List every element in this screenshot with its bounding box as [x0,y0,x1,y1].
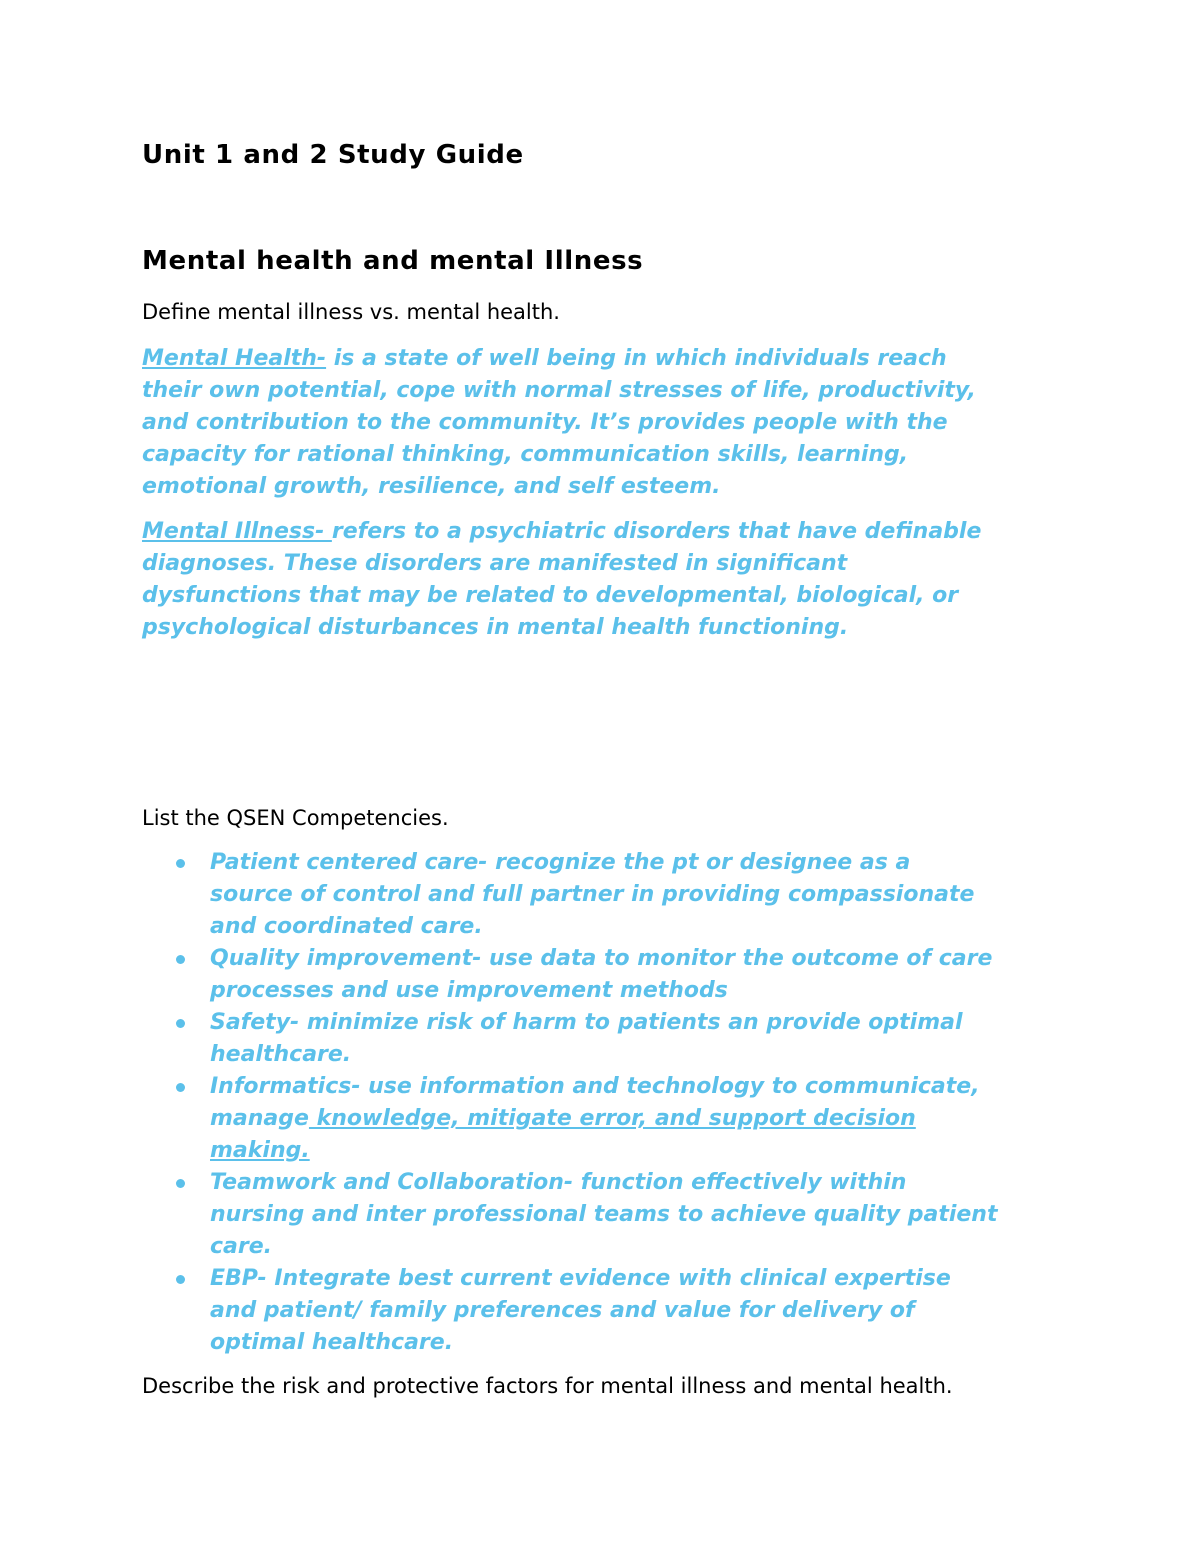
qsen-item-line [210,1135,1056,1167]
bullet-icon [176,859,185,868]
qsen-item-line: optimal healthcare. [210,1330,454,1355]
qsen-item-underlined-text: knowledge, mitigate error, and support decision [308,1106,916,1131]
bullet-icon [176,1083,185,1092]
bullet-icon [176,1179,185,1188]
qsen-item-line: Quality improvement- use data to monitor the outcome of care [210,946,993,971]
qsen-item-informatics [176,1071,1056,1167]
mental-health-line-3: and contribution to the community. It’s provides people with the [142,410,948,435]
qsen-item-teamwork [176,1167,1056,1263]
qsen-item-line: and coordinated care. [210,914,483,939]
mental-health-text: is a state of well being in which individuals reach [326,346,947,371]
mental-illness-text: refers to a psychiatric disorders that have definable [331,519,982,544]
qsen-item-patient-centered-care [176,847,1056,943]
qsen-list [176,847,1056,1359]
qsen-item-line: and patient/ family preferences and value for delivery of [210,1298,915,1323]
mental-health-line-5: emotional growth, resilience, and self esteem. [142,474,721,499]
qsen-item-line: nursing and inter professional teams to achieve quality patient [210,1202,998,1227]
qsen-item-line: Patient centered care- recognize the pt or designee as a [210,850,911,875]
bullet-icon [176,1019,185,1028]
qsen-item-line: Safety- minimize risk of harm to patients an provide optimal [210,1010,963,1035]
mental-illness-line-3: dysfunctions that may be related to developmental, biological, or [142,583,959,608]
qsen-item-line: source of control and full partner in providing compassionate [210,882,975,907]
qsen-item-ebp [176,1263,1056,1359]
mental-illness-answer [142,516,1052,644]
mental-health-answer [142,343,1052,503]
mental-health-line-1 [142,343,1052,375]
mental-illness-line-2: diagnoses. These disorders are manifested in significant [142,551,848,576]
section-heading: Mental health and mental Illness [142,246,644,276]
mental-illness-line-1 [142,516,1052,548]
qsen-item-line: Informatics- use information and technology to communicate, [210,1074,980,1099]
mental-health-line-4: capacity for rational thinking, communication skills, learning, [142,442,909,467]
qsen-item-safety [176,1007,1056,1071]
mental-health-line-2: their own potential, cope with normal stresses of life, productivity, [142,378,976,403]
qsen-item-line [210,1103,1056,1135]
risk-prompt: Describe the risk and protective factors for mental illness and mental health. [142,1374,953,1398]
bullet-icon [176,955,185,964]
bullet-icon [176,1275,185,1284]
document-title: Unit 1 and 2 Study Guide [142,140,524,170]
qsen-item-line: EBP- Integrate best current evidence with clinical expertise [210,1266,951,1291]
qsen-item-line: Teamwork and Collaboration- function effectively within [210,1170,907,1195]
qsen-item-text: manage [210,1106,309,1131]
qsen-item-line: care. [210,1234,273,1259]
mental-health-term: Mental Health- [142,346,327,371]
mental-illness-line-4: psychological disturbances in mental health functioning. [142,615,849,640]
qsen-item-line: healthcare. [210,1042,352,1067]
qsen-item-line: processes and use improvement methods [210,978,728,1003]
qsen-item-underlined-text: making. [210,1138,310,1163]
qsen-prompt: List the QSEN Competencies. [142,806,449,830]
qsen-item-quality-improvement [176,943,1056,1007]
mental-illness-term: Mental Illness- [142,519,332,544]
define-prompt: Define mental illness vs. mental health. [142,300,560,324]
